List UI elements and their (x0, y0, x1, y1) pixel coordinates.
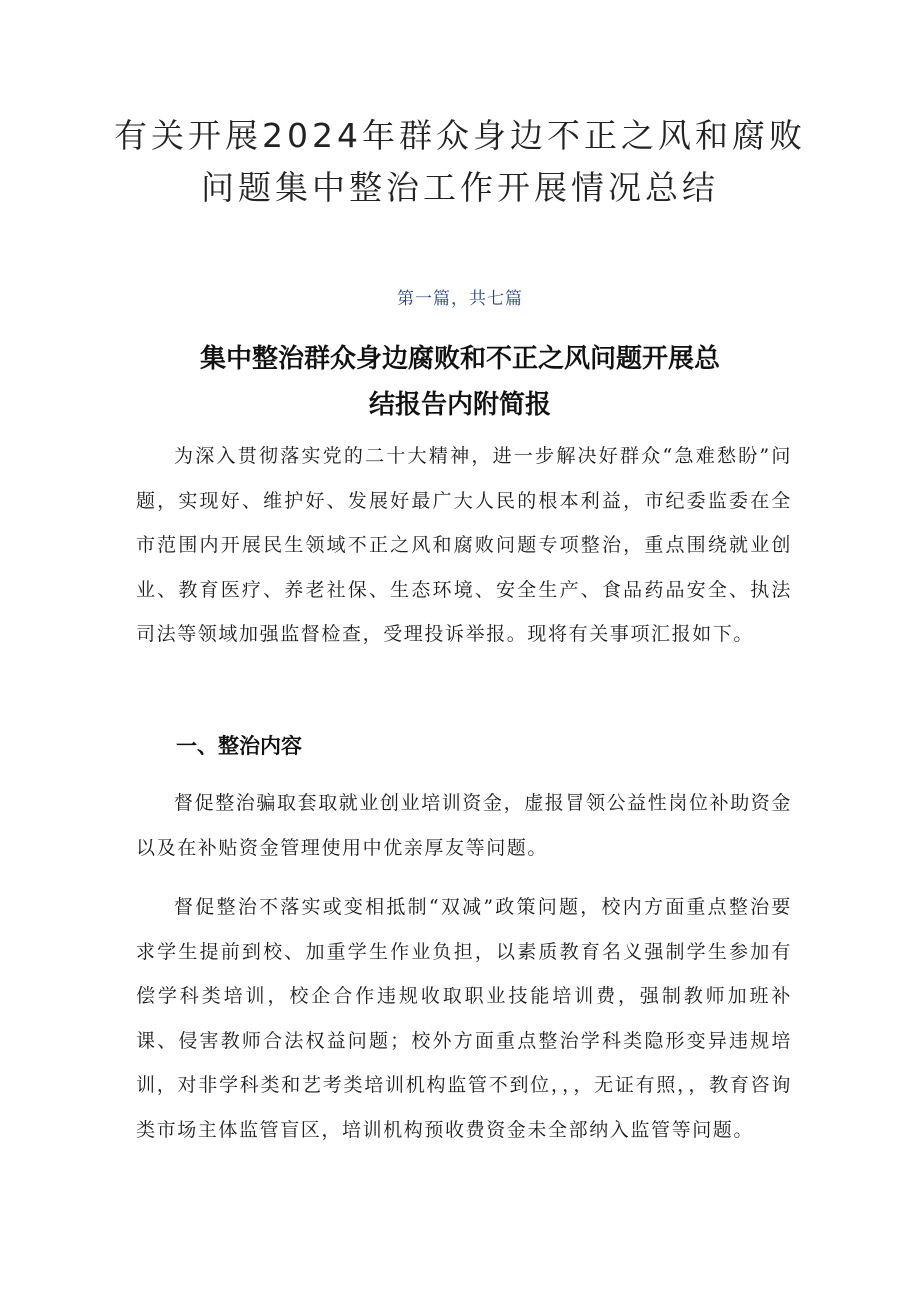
section-paragraph-2: 督促整治不落实或变相抵制“双减”政策问题，校内方面重点整治要求学生提前到校、加重学生作业负担，以素质教育名义强制学生参加有偿学科类培训，校企合作违规收取职业技能培训费，强制教师加班补课、侵害教师合法权益问题；校外方面重点整治学科类隐形变异违规培训，对非学科类和艺考类培训机构监管不到位，，，无证有照，，教育咨询类市场主体监管盲区，培训机构预收费资金未全部纳入监管等问题。 (136, 896, 792, 1141)
document-title-line-1: 有关开展2024年群众身边不正之风和腐败 (114, 116, 806, 155)
subtitle-line-1: 集中整治群众身边腐败和不正之风问题开展总 (199, 344, 720, 374)
subtitle-line-2: 结报告内附简报 (368, 390, 551, 420)
section-heading: 一、整治内容 (176, 734, 302, 758)
section-paragraph-1: 督促整治骗取套取就业创业培训资金，虚报冒领公益性岗位补助资金以及在补贴资金管理使用中优亲厚友等问题。 (136, 792, 793, 859)
document-title-line-2: 问题集中整治工作开展情况总结 (201, 168, 719, 207)
part-indicator: 第一篇，共七篇 (397, 289, 523, 309)
intro-paragraph: 为深入贯彻落实党的二十大精神，进一步解决好群众“急难愁盼”问题，实现好、维护好、发展好最广大人民的根本利益，市纪委监委在全市范围内开展民生领域不正之风和腐败问题专项整治，重点围绕就业创业、教育医疗、养老社保、生态环境、安全生产、食品药品安全、执法司法等领域加强监督检查，受理投诉举报。现将有关事项汇报如下。 (136, 445, 792, 645)
